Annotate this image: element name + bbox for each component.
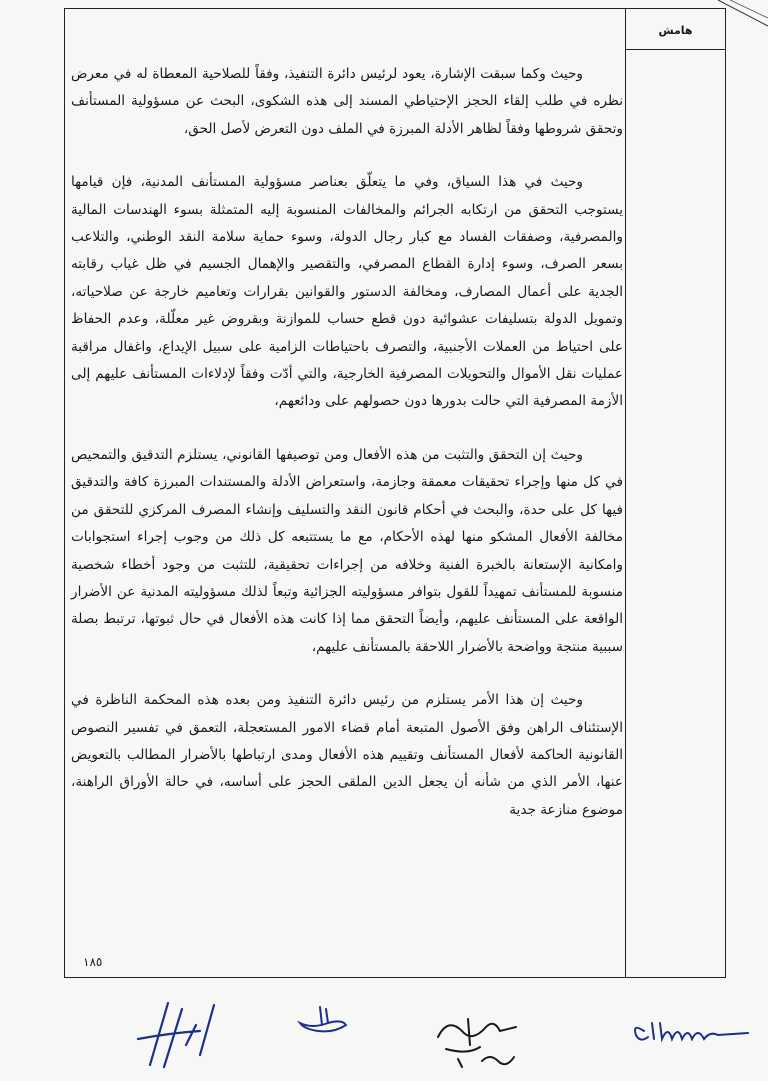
signature-2 (294, 997, 354, 1037)
signature-3 (428, 997, 538, 1072)
signatures-area (0, 985, 768, 1081)
signature-4 (626, 1009, 756, 1049)
document-frame (64, 8, 726, 978)
page-number: ١٨٥ (83, 955, 103, 969)
signature-1 (130, 995, 220, 1075)
document-body (71, 61, 623, 850)
paragraph-1: وحيث وكما سبقت الإشارة، يعود لرئيس دائرة التنفيذ، وفقاً للصلاحية المعطاة له في معرض نظره في طلب إلقاء الحجز الإحتياطي المسند إلى هذه الشكوى، البحث عن مسؤولية المستأنف وتحقق شروطها وفقاً لظاهر الأدلة المبرزة في الملف دون التعرض لأصل الحق، (71, 66, 623, 137)
paragraph-4: وحيث إن هذا الأمر يستلزم من رئيس دائرة التنفيذ ومن بعده هذه المحكمة الناظرة في الإستئناف الراهن وفق الأصول المتبعة أمام قضاء الامور المستعجلة، التعمق في تفسير النصوص القانونية الحاكمة لأفعال المستأنف وتقييم هذه الأفعال ومدى ارتباطها بالأضرار المطالب بالتعويض عنها، الأمر الذي من شأنه أن يجعل الدين الملقى الحجز على أساسه، في حالة الأوراق الراهنة، موضوع منازعة جدية (71, 692, 623, 818)
margin-column (625, 9, 725, 977)
margin-header: هامش (626, 9, 725, 50)
paragraph-2: وحيث في هذا السياق، وفي ما يتعلّق بعناصر مسؤولية المستأنف المدنية، فإن قيامها يستوجب التحقق من ارتكابه الجرائم والمخالفات المنسوبة إليه المتمثلة بسوء الهندسات المالية والمصرفية، وصفقات الفساد مع كبار رجال الدولة، وسوء حماية سلامة النقد الوطني، والتلاعب بسعر الصرف، وسوء إدارة القطاع المصرفي، والتقصير والإهمال الجسيم في ظل غياب رقابته الجدية على أعمال المصارف، ومخالفة الدستور والقوانين بقرارات وتعاميم خارجة عن صلاحياته، وتمويل الدولة بتسليفات عشوائية دون قطع حساب للموازنة وبقروض غير معلّلة، وعدم الحفاظ على احتياط من العملات الأجنبية، والتصرف باحتياطات الزامية على سبيل الإيداع، واغفال مراقبة عمليات نقل الأموال والتحويلات المصرفية الخارجية، والتي أدّت وفقاً لإدلاءات المستأنف عليهم إلى الأزمة المصرفية التي حالت بدورها دون حصولهم على ودائعهم، (71, 174, 623, 410)
paragraph-3: وحيث إن التحقق والتثبت من هذه الأفعال ومن توصيفها القانوني، يستلزم التدقيق والتمحيص في كل منها وإجراء تحقيقات معمقة وجازمة، واستعراض الأدلة والمستندات المبرزة كافة والتدقيق فيها كل على حدة، والبحث في أحكام قانون النقد والتسليف وإنشاء المصرف المركزي للتحقق من مخالفة الأفعال المشكو منها لهذه الأحكام، مع ما يستتبعه كل ذلك من وجوب إجراء استجوابات وامكانية الإستعانة بالخبرة الفنية وخلافه من إجراءات تحقيقية، للتثبت من وجود أخطاء شخصية منسوبة للمستأنف تمهيداً للقول بتوافر مسؤوليته الجزائية وتبعاً لذلك مسؤوليته المدنية عن الأضرار الواقعة على المستأنف عليهم، وأيضاً التحقق مما إذا كانت هذه الأفعال في حال ثبوتها، ترتبط بصلة سببية منتجة وواضحة بالأضرار اللاحقة بالمستأنف عليهم، (71, 446, 623, 655)
